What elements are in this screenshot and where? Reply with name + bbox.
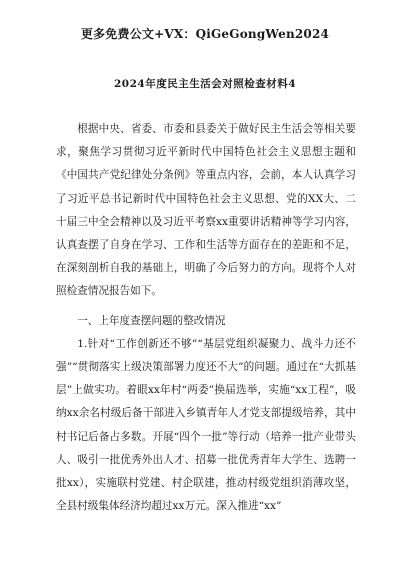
document-title: 2024年度民主生活会对照检查材料4 — [113, 78, 297, 90]
document-body — [56, 118, 356, 518]
promo-header: 更多免费公文+VX：QiGeGongWen2024 — [80, 27, 330, 41]
intro-paragraph: 根据中央、省委、市委和县委关于做好民主生活会等相关要求，聚焦学习贯彻习近平新时代中国特色社会主义思想主题和《中国共产党纪律处分条例》等重点内容，会前，本人认真学习了习近平总书记新时代中国特色社会主义思想、党的XX大、二十届三中全会精神以及习近平考察xx重要讲话精神等学习内容，认真查摆了自身在学习、工作和生活等方面存在的差距和不足，在深刻剖析自我的基础上，明确了今后努力的方向。现将个人对照检查情况报告如下。 — [56, 123, 356, 298]
section-heading: 一、上年度查摆问题的整改情况 — [77, 314, 226, 327]
body-paragraph: 1.针对“工作创新还不够”“基层党组织凝聚力、战斗力还不强”“贯彻落实上级决策部署力度还不大”的问题。通过在“大抓基层”上做实功。着眼xx年村“两委”换届选举，实施“xx工程”，吸纳xx余名村级后备干部进入乡镇青年人才党支部提级培养，其中村书记后备占多数。开展“四个一批”等行动（培养一批产业带头人、吸引一批优秀外出人才、招募一批优秀青年大学生、选聘一批xx），实施联村党建、村企联建，推动村级党组织消薄攻坚，全县村级集体经济均超过xx万元。深入推进“xx” — [56, 337, 356, 513]
